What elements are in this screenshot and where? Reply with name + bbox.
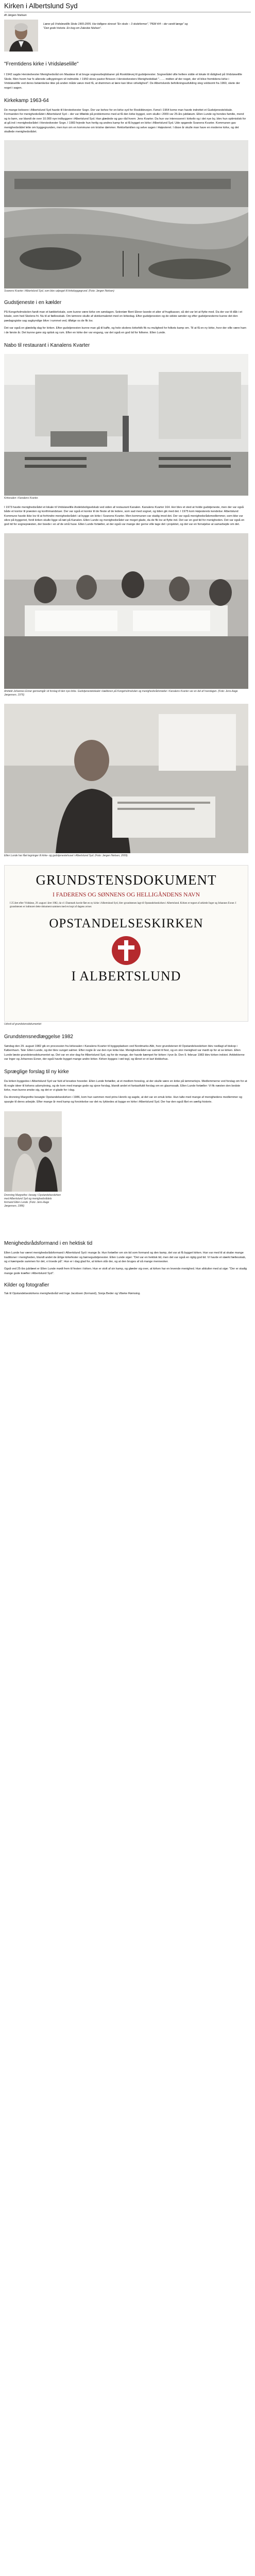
formand-paragraph-2: Også ved 25-års jubilæet er Ellen Lunde mødt frem til festen i kirken. Hun er stolt af sin kamp, og glæder sig over, at kirken har en levende menighed. Hun afslutter med at sige: "Der er stadig mange gode kræfter i Albertslund Syd". (4, 1267, 247, 1275)
document-caption: Udsnit af grundstensdokumentet (4, 1023, 41, 1026)
queen-visit-photo (4, 1111, 62, 1192)
ellen-lunde-caption: Ellen Lunde har fået tegninger til kirke- og gudstjenestehuset i Albertslund Syd. (Foto: Jørgen Nielsen, 2009) (4, 854, 128, 858)
gudstjeneste-paragraph-2: Det var også en glædelig dag for kirken. Efter gudstjenesten kunne man gå til kaffe, og hele skolens kirkefolk fik nu mulighed for folkets kamp om. Til at få en ny kirke, hvor der ville være ham i de første år. Det kunne gøre sig optisk og rum. Efter en kirke der var engang, var det også en god tid for folkene. Ellen Lunde. (4, 327, 247, 334)
heading-formand: Menighedsrådsformand i en hektisk tid (4, 1241, 93, 1247)
gudstjeneste-paragraph-1: På Kongeholmskolen fandt man et kælderlokale, som kunne være kirke om søndagen. Sekretær Bent Ebner lavede et alter af frugtkasser, så det var let at flytte med. Da der var til dåb i et lokale, som hed Skolens fri. Nu til at fællesskab. Om tømrere skulle af skinkemaleriet med en kirkedag. Efter gudstjenesten og de sidste sønder og efter gudstjenesterne kunne det den pædagogiske sag sagkyndige blive i rummet ved, tilfølge os de fik lov. (4, 311, 243, 323)
author-intro: Lærer på Vridsløselille Skole 1965-2005. Har tidligere skrevet "En skole – 3 skoleformer", "PEM 4/4 – der vandt længe" og "Den gode historie. En bog om Zaleskie Nielsen". (43, 23, 188, 30)
heading-grundsten: Grundstensnedlæggelse 1982 (4, 1033, 73, 1040)
ellen-lunde-photo (4, 704, 248, 853)
heading-gudstjeneste: Gudstjeneste i en kælder (4, 300, 62, 306)
document-title: GRUNDSTENSDOKUMENT (36, 872, 217, 888)
grundsten-paragraph: Søndag den 29. august 1982 gik en procession fra kirkesalen i Kanalens Kvarter til byggepladsen ved Nordmarks Allé, hvor grundstenen til Opstandelseskirken blev nedlagt af biskop i København. Tale: Ellen Lunde, og der blev sunget salmer. Efter nogle år var den nye kirke klar. Menighedsrådet var samlet til fest, og en stor menighed var mødt op for at se kirken. Ellen Lunde læste grundstensdokumentet op. Det var en stor dag for Albertslund Syd, og for de mange, der havde kæmpet for kirken i tyve år. Den 9. februar 1983 blev kirken indviet. Arkitekterne var Inger og Johannes Exner, der også havde bygget mange andre kirker. Kirken bygges i rød tegl, og tårnet er et lavt klokkehus. (4, 1044, 245, 1061)
heading-nabo: Nabo til restaurant i Kanalens Kvarter (4, 343, 90, 349)
svanens-kvarter-caption: Svanens Kvarter i Albertslund Syd, som blev udpeget til kirkebyggegrund. (Foto: Jørgen Nielsen) (4, 290, 114, 293)
heading-kirkekamp: Kirkekamp 1963-64 (4, 98, 49, 104)
heading-spraeglige: Spræglige forslag til ny kirke (4, 1069, 69, 1075)
byline: Af Jørgen Nielsen (4, 14, 27, 18)
kirkekamp-paragraph: De mange beboere i Albertslund Syd havde til Herstedvester Sogn. Der var behov for en kirke syd for Roskildevejen. Fønsl i 1964 kome man havde indrettet et Gudstjenestelokale. Formanden for menighedsrådet i Albertslund Syd – der var tilfælde på problemerne med at få den kirke bygget, som skulle i 2009 var 25-års jubilæum. Ellen Lunde og hendes familie, mend og to børn, var blandt de over 10.000 nye indbyggere i Albertslund Syd. Han glædede og gav råd hvem: Jens Kvarter. Da hun var interesseret i kirkeliv og i det nye by, blev hun optimistisk for at gå ind i menighedsrådet i Herstedvester Sogn. I 1983 fejrede hun herlig og andres kamp for at få bygget en kirke i Albertslund Syd. Ude opgøede Svanens Kvarter. Kommunen gav menighedsrådet lette om byggegrunden, men kun om en kommune om kristne dømmer. Rektorfamilien og selve sagen i Højesteret. I disse år skulle man have en moderne kirke, og det skallede menighedsrådet. (4, 109, 246, 133)
document-church-name: OPSTANDELSESKIRKEN (49, 916, 203, 930)
formand-paragraph-1: Ellen Lunde har været menighedsrådsformand i Albertslund Syd i mange år. Hun fortæller om sin tid som formand og den kamp, det var at få bygget kirken. Hun var med til at skabe mange traditioner i menigheden, blandt andet de årlige kirkefester og børnegudstjenester. Ellen Lunde siger: "Det var en hektisk tid, men det var også en rigtig god tid. Vi havde et stærkt fællesskab, og vi kæmpede sammen for det, vi troede på". Hun er i dag glad for, at kirken står der, og at den bruges af så mange mennesker. (4, 1251, 246, 1264)
spraeglige-paragraph-1: Da kirken byggedes i Albertslund Syd var fuld af kreative hoveder. Ellen Lunde fortæller, at et medlem foreslog, at der skulle være en kirke på tømmerlejrs. Medlemmerne ved forslag om for at få nogle ideer til kirkens udsmykning, og de kom med mange gode og sjove forslag, blandt andet et fantasifuldt forslag om en glasmosaik. Ellen Lunde fortæller: Vi fik næsten den bedste kirke, man kunne ønske sig, og det er vi glade for i dag. (4, 1080, 247, 1092)
author-block (4, 20, 251, 53)
document-body: I 25 året efter Vridsløse, 29. august i året 1982, da vi i Danmark havde fået en ny kirke i Albertslund Syd, blev grundstenen lagt til Opstandelseskirken i Albertslund. Kirken er tegnet af arkitekt Inger og Johannes Exner. I grundstenen er indmuret dette dokument sammen med en kopi af dagens aviser. (10, 902, 236, 908)
nabo-paragraph: I 1973 havde menighedsrådet et lokale til Vridsløselille Andelsboligselskab ved siden af restaurant Kanalen. Kanalens Kvarter 164. Her blev et sted at holde gudstjeneste, men der var også både et kontor til præsten og konfirmandstuer. Der var også et kontor til de fleste af de ledere, som sad med sognet, og tiden gik med det. I 1975 kom Højesterets kendelse: Albertslund Kommune havde ikke lov til at forhindre menighedsrådet i at bygge sin kirke i Svanens Kvarter. Men kommunen var stadig imod det. Der var også menighedsrådsmedlemmer, som ikke var sikre på byggeriet, fordi kirken skulle ligge så tæt på Kanalen. Ellen Lunde og menighedsrådet var meget glade, da de fik lov at flytte ind. Det var en god tid for menigheden. Det var også en god tid for sognepræsten, der boede i en af de små huse. Ellen Lunde fortæller, at der også var mange der gerne ville tage del i projektet, og det var en fornøjelse at samarbejde om det. (4, 505, 245, 527)
svanens-kvarter-photo (4, 140, 248, 289)
queen-visit-block (4, 1111, 251, 1237)
grundsten-document (4, 865, 248, 1022)
heading-kilder: Kilder og fotografier (4, 1282, 49, 1289)
document-place: I ALBERTSLUND (71, 969, 181, 984)
intro-paragraph: I 1942 sagde Herstedvester Menighedsråd om Maaløse til at bruge sognearbejdsbaner på Roskildevej til gudstjenester. Sognerådet ville hellere sidde et lokale til rådighed på Vridsløselille Skole. Men hvem har fx allerede udbygningen vil indmelde. I 1950 skrev pastor Brisson i Herstedvesters Menighedsblad "…… midten af der noget, der vil blive fremtidens kirke i Vridsløselille ved deres betænkelse ikke på anden måde væve med få, at drømmen at lære kan blive virkelighed". De Albertslunds befolkningsudvikling steg voldsomt fra 1960, skete der noget i sagen. (4, 73, 242, 90)
queen-visit-caption: Dronning Margrethe i besøg i Opstandelseskirken med Albertslund Syd og menighedsrådets formand Ellen Lunde. (Foto: Jens-Aage Jørgensen, 1986) (4, 1194, 61, 1208)
cross-seal-icon (111, 935, 142, 966)
kirkesal-photo (4, 354, 248, 496)
kirkesal-caption: Kirkesalen i Kanalens Kvarter. (4, 497, 39, 500)
section-quote-heading: "Fremtidens kirke i Vridsløselille" (4, 61, 79, 67)
arkitekt-photo (4, 533, 248, 689)
author-portrait (4, 20, 38, 52)
arkitekt-caption: Arkitekt Johannes Exner gennemgår sit forslag til den nye kirke. Gudstjenestelokalet i kælderen på Kongeholmskolen og menighedsrådsmøder i Kanalens Kvarter var en del af hverdagen. (Foto: Jens-Aage Jørgensen, 1976) (4, 689, 238, 697)
article-title: Kirken i Albertslund Syd (4, 2, 78, 10)
kilder-paragraph: Tak til Opstandelseskirkens menighedsråd ved Inge Jacobsen (formand), Sonja Beder og Vibeke Rømsing. (4, 1292, 141, 1296)
spraeglige-paragraph-2: Da dronning Margrethe besøgte Opstandelseskirken i 1986, kom hun sammen med prins Henrik og sagde, at det var en smuk kirke. Hun talte med mange af menighedens medlemmer og spurgte til deres arbejde. Efter mange år med kamp og forsinkelse var det nu lykkedes at bygge en kirke i Albertslund Syd. Der har den også fået en særlig historie. (4, 1096, 243, 1104)
document-subtitle: I FADERENS OG SØNNENS OG HELLIGÅNDENS NAVN (53, 891, 200, 898)
